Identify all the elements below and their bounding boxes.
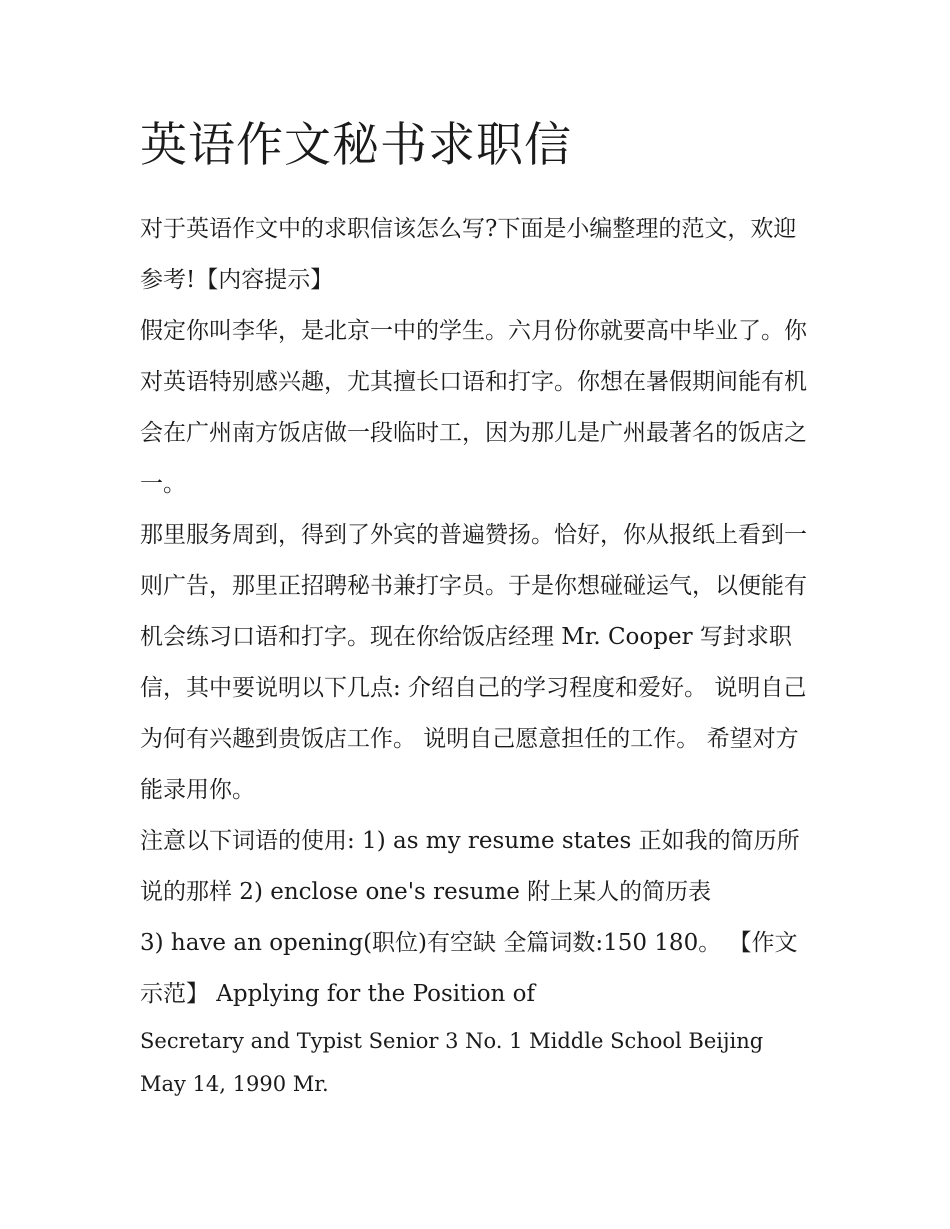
sample-letter-header: Secretary and Typist Senior 3 No. 1 Middle School Beijing May 14, 1990 Mr. bbox=[140, 1029, 764, 1096]
scenario-paragraph: 假定你叫李华，是北京一中的学生。六月份你就要高中毕业了。你对英语特别感兴趣，尤其擅长口语和打字。你想在暑假期间能有机会在广州南方饭店做一段临时工，因为那儿是广州最著名的饭店之一。 bbox=[140, 318, 807, 497]
task-paragraph: 那里服务周到，得到了外宾的普遍赞扬。恰好，你从报纸上看到一则广告，那里正招聘秘书兼打字员。于是你想碰碰运气，以便能有机会练习口语和打字。现在你给饭店经理 Mr. Cooper 写封求职信，其中要说明以下几点: 介绍自己的学习程度和爱好。 说明自己为何有兴趣到贵饭店工作。 说明自己愿意担任的工作。 希望对方能录用你。 bbox=[140, 522, 807, 803]
document-page bbox=[140, 112, 815, 1106]
document-title: 英语作文秘书求职信 bbox=[140, 118, 572, 173]
sample-heading-paragraph: 3) have an opening(职位)有空缺 全篇词数:150 180。 【作文示范】 Applying for the Position of bbox=[140, 930, 798, 1007]
vocabulary-paragraph: 注意以下词语的使用: 1) as my resume states 正如我的简历所说的那样 2) enclose one's resume 附上某人的简历表 bbox=[140, 828, 800, 905]
intro-paragraph: 对于英语作文中的求职信该怎么写?下面是小编整理的范文，欢迎参考!【内容提示】 bbox=[140, 216, 797, 293]
